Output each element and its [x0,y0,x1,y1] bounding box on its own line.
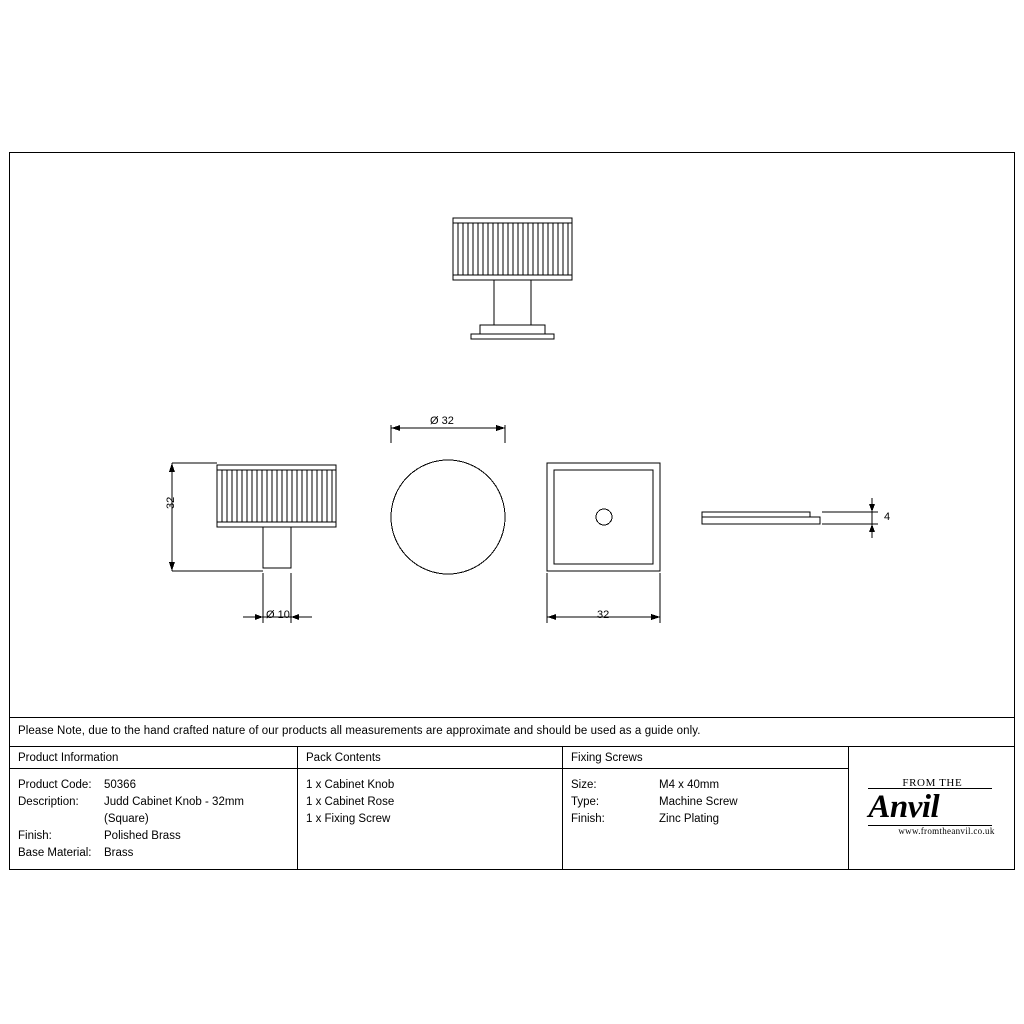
list-item: 1 x Fixing Screw [306,813,391,825]
logo-wordmark: Anvil [868,788,940,825]
technical-drawing-sheet [9,152,1015,870]
base-material-label: Base Material: [18,847,92,859]
screw-size-label: Size: [571,779,597,791]
pack-contents-body [298,769,562,828]
brand-logo-cell [849,747,1014,869]
note-strip [10,717,1014,746]
list-item: 1 x Cabinet Knob [306,779,395,791]
pack-contents-column [298,747,563,869]
top-view-knob [453,218,572,339]
finish-value: Polished Brass [104,830,181,842]
drawing-area [10,153,1014,717]
screw-finish-label: Finish: [571,813,605,825]
dimension-label-rose-dia: Ø 32 [430,415,454,427]
finish-label: Finish: [18,830,52,842]
side-view-knob [217,465,336,568]
table-row [18,828,297,845]
dimension-label-rose-thickness: 4 [884,511,891,523]
pack-contents-header: Pack Contents [298,747,562,769]
product-code-value: 50366 [104,779,136,791]
description-value-line2: (Square) [104,813,149,825]
screw-size-value: M4 x 40mm [659,779,720,791]
logo-top-text: FROM THE [902,776,963,789]
note-text: Please Note, due to the hand crafted nature of our products all measurements are approximate and should be used as a guide only. [18,725,701,737]
side-view-rose [702,512,820,524]
product-information-column [10,747,298,869]
fixing-screws-column [563,747,849,869]
table-row [571,794,848,811]
table-row [18,777,297,794]
dimension-height-32 [169,463,263,571]
plan-view-rose [547,463,660,571]
plan-view-knob [391,460,505,574]
dimension-label-height: 32 [165,496,177,509]
product-drawing-svg [10,153,1014,717]
screw-type-label: Type: [571,796,600,808]
table-row [571,777,848,794]
table-row [571,811,848,828]
dimension-label-stem-dia: Ø 10 [266,609,290,621]
product-information-header: Product Information [10,747,297,769]
description-value: Judd Cabinet Knob - 32mm [104,796,244,808]
base-material-value: Brass [104,847,134,859]
table-row [18,845,297,862]
table-row [18,794,297,811]
dimension-rose-dia-32 [391,425,505,443]
dimension-thickness-4 [822,498,878,538]
list-item: 1 x Cabinet Rose [306,796,395,808]
fixing-screws-header: Fixing Screws [563,747,848,769]
description-label: Description: [18,796,79,808]
screw-type-value: Machine Screw [659,796,738,808]
logo-url-text: www.fromtheanvil.co.uk [898,825,995,836]
product-information-body [10,769,297,862]
screw-finish-value: Zinc Plating [659,813,720,825]
dimension-label-square-width: 32 [597,609,610,621]
product-code-label: Product Code: [18,779,92,791]
info-table [10,746,1014,869]
fixing-screws-body [563,769,848,828]
brand-logo [849,747,1014,869]
